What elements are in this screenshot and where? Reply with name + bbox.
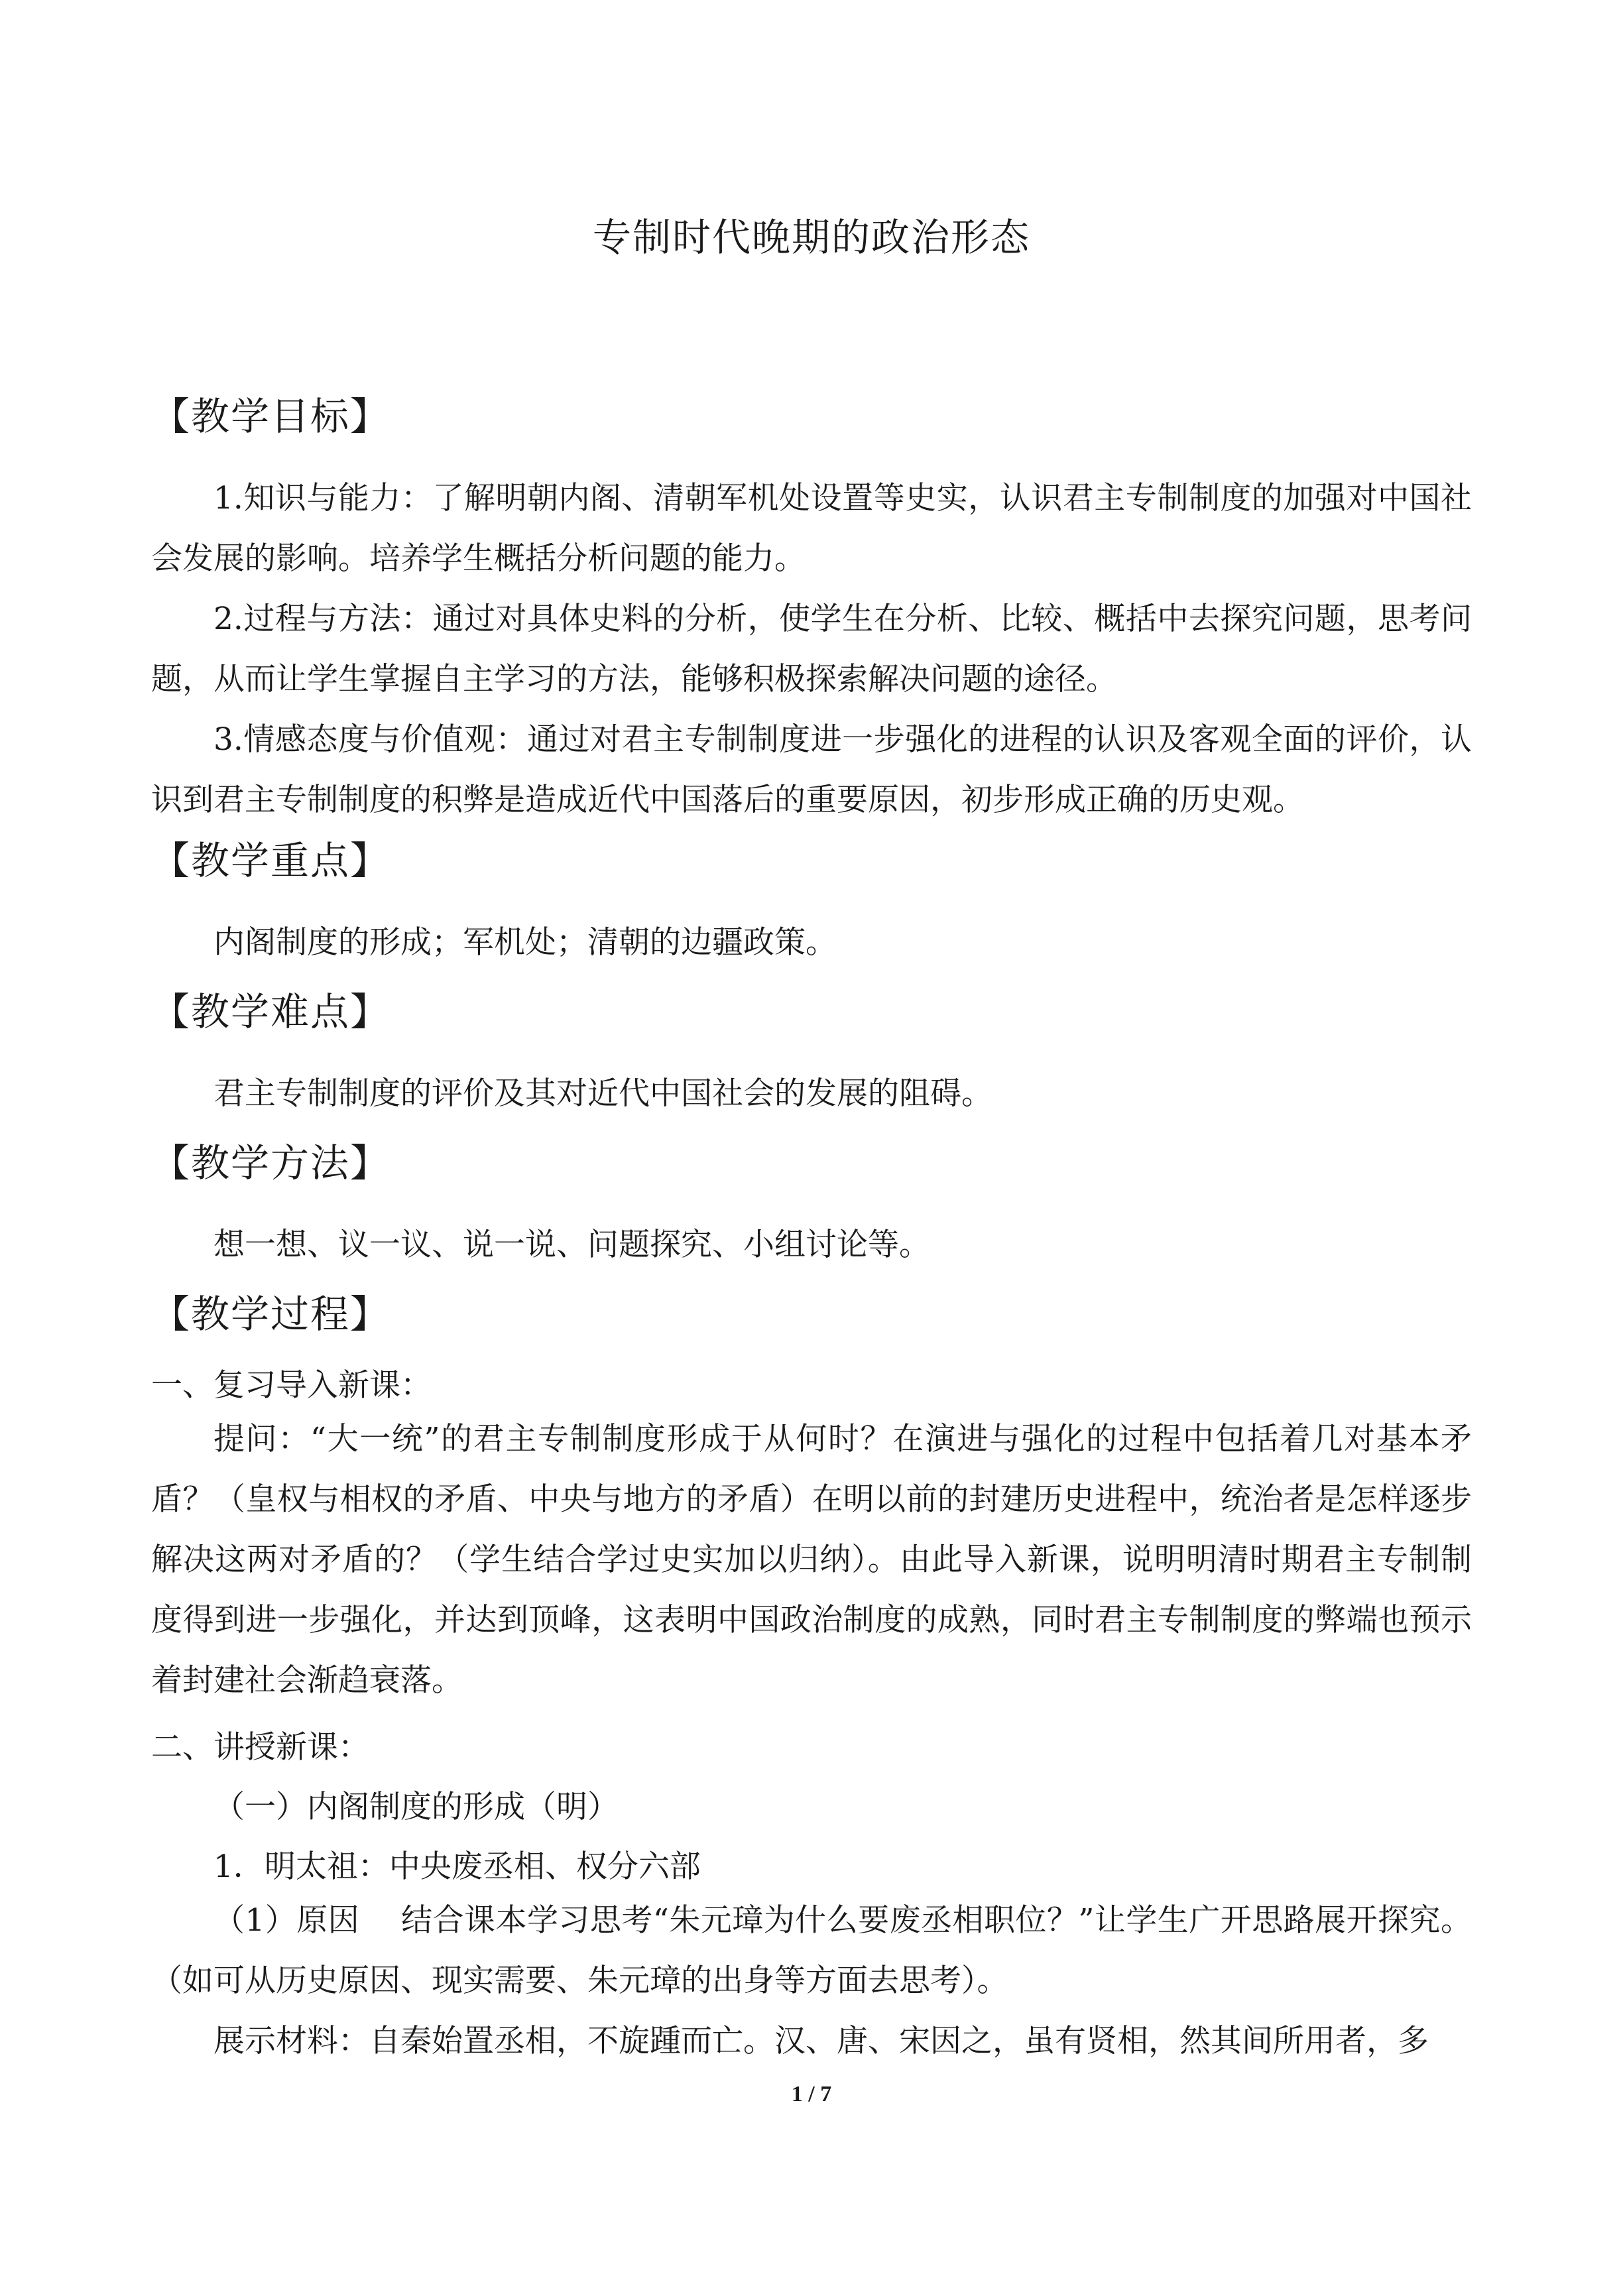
methods-heading: 【教学方法】 <box>151 1140 391 1185</box>
step-1-heading: 一、复习导入新课： <box>151 1367 432 1404</box>
objectives-heading: 【教学目标】 <box>151 394 391 439</box>
objective-2-paragraph: 2.过程与方法：通过对具体史料的分析，使学生在分析、比较、概括中去探究问题，思考问题，从而让学生掌握自主学习的方法，能够积极探索解决问题的途径。 <box>151 601 1472 697</box>
key-points-text: 内阁制度的形成；军机处；清朝的边疆政策。 <box>213 924 837 961</box>
key-points-heading: 【教学重点】 <box>151 838 391 883</box>
process-heading: 【教学过程】 <box>151 1292 391 1337</box>
difficulties-text: 君主专制制度的评价及其对近代中国社会的发展的阻碍。 <box>213 1075 992 1112</box>
step-1-paragraph: 提问：“大一统”的君主专制制度形成于从何时？在演进与强化的过程中包括着几对基本矛盾？（皇权与相权的矛盾、中央与地方的矛盾）在明以前的封建历史进程中，统治者是怎样逐步解决这两对矛盾的？（学生结合学过史实加以归纳）。由此导入新课，说明明清时期君主专制制度得到进一步强化，并达到顶峰，这表明中国政治制度的成熟，同时君主专制制度的弊端也预示着封建社会渐趋衰落。 <box>151 1421 1472 1699</box>
objective-3-paragraph: 3.情感态度与价值观：通过对君主专制制度进一步强化的进程的认识及客观全面的评价，认识到君主专制制度的积弊是造成近代中国落后的重要原因，初步形成正确的历史观。 <box>151 721 1472 818</box>
step-2-heading: 二、讲授新课： <box>151 1729 369 1766</box>
material-paragraph: 展示材料：自秦始置丞相，不旋踵而亡。汉、唐、宋因之，虽有贤相，然其间所用者，多 <box>213 2023 1429 2059</box>
subsection-1-heading: （一）内阁制度的形成（明） <box>213 1789 619 1825</box>
item-1-heading: 1．明太祖：中央废丞相、权分六部 <box>213 1848 701 1885</box>
methods-text: 想一想、议一议、说一说、问题探究、小组讨论等。 <box>213 1227 930 1263</box>
objective-1-paragraph: 1.知识与能力：了解明朝内阁、清朝军机处设置等史实，认识君主专制制度的加强对中国社会发展的影响。培养学生概括分析问题的能力。 <box>151 480 1472 577</box>
difficulties-heading: 【教学难点】 <box>151 989 391 1034</box>
page-title: 专制时代晚期的政治形态 <box>592 215 1030 260</box>
page-number: 1 / 7 <box>791 2082 832 2106</box>
reason-paragraph: （1）原因 结合课本学习思考“朱元璋为什么要废丞相职位？”让学生广开思路展开探究。（如可从历史原因、现实需要、朱元璋的出身等方面去思考）。 <box>151 1902 1472 1999</box>
